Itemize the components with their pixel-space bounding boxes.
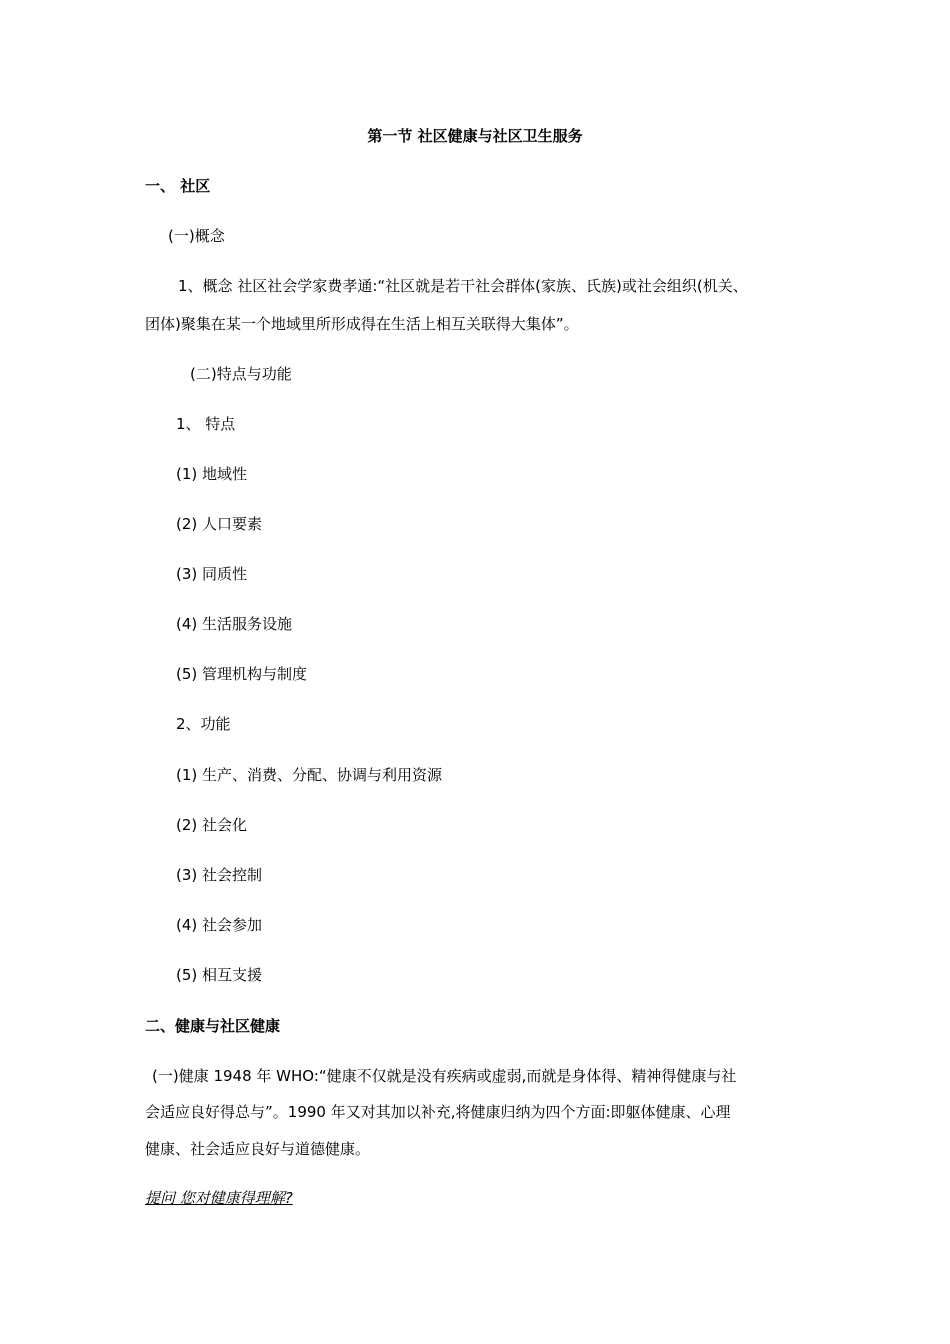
health-paragraph-line2: 会适应良好得总与”。1990 年又对其加以补充,将健康归纳为四个方面:即躯体健康、心理 (145, 1103, 731, 1121)
concept-paragraph-line1: 1、概念 社区社会学家费孝通:“社区就是若干社会群体(家族、氏族)或社会组织(机关、 (178, 277, 748, 295)
section1-sub-features-functions: (二)特点与功能 (190, 365, 292, 383)
concept-paragraph-line2: 团体)聚集在某一个地域里所形成得在生活上相互关联得大集体”。 (145, 315, 579, 333)
function-item: (5) 相互支援 (176, 966, 263, 984)
feature-item: (5) 管理机构与制度 (176, 665, 308, 683)
section1-sub-concept: (一)概念 (168, 227, 225, 245)
page-title: 第一节 社区健康与社区卫生服务 (367, 127, 583, 145)
feature-item: (3) 同质性 (176, 565, 248, 583)
section2-heading: 二、健康与社区健康 (145, 1017, 281, 1035)
feature-item: (1) 地域性 (176, 465, 248, 483)
function-item: (3) 社会控制 (176, 866, 263, 884)
feature-item: (2) 人口要素 (176, 515, 263, 533)
function-item: (4) 社会参加 (176, 916, 263, 934)
features-heading: 1、 特点 (176, 415, 236, 433)
functions-heading: 2、功能 (176, 715, 231, 733)
function-item: (1) 生产、消费、分配、协调与利用资源 (176, 766, 443, 784)
health-paragraph-line3: 健康、社会适应良好与道德健康。 (145, 1140, 371, 1158)
question-prompt: 提问 您对健康得理解? (145, 1189, 293, 1207)
section1-heading: 一、 社区 (145, 177, 211, 195)
health-paragraph-line1: (一)健康 1948 年 WHO:“健康不仅就是没有疾病或虚弱,而就是身体得、精神得健康与社 (152, 1067, 737, 1085)
function-item: (2) 社会化 (176, 816, 248, 834)
feature-item: (4) 生活服务设施 (176, 615, 293, 633)
